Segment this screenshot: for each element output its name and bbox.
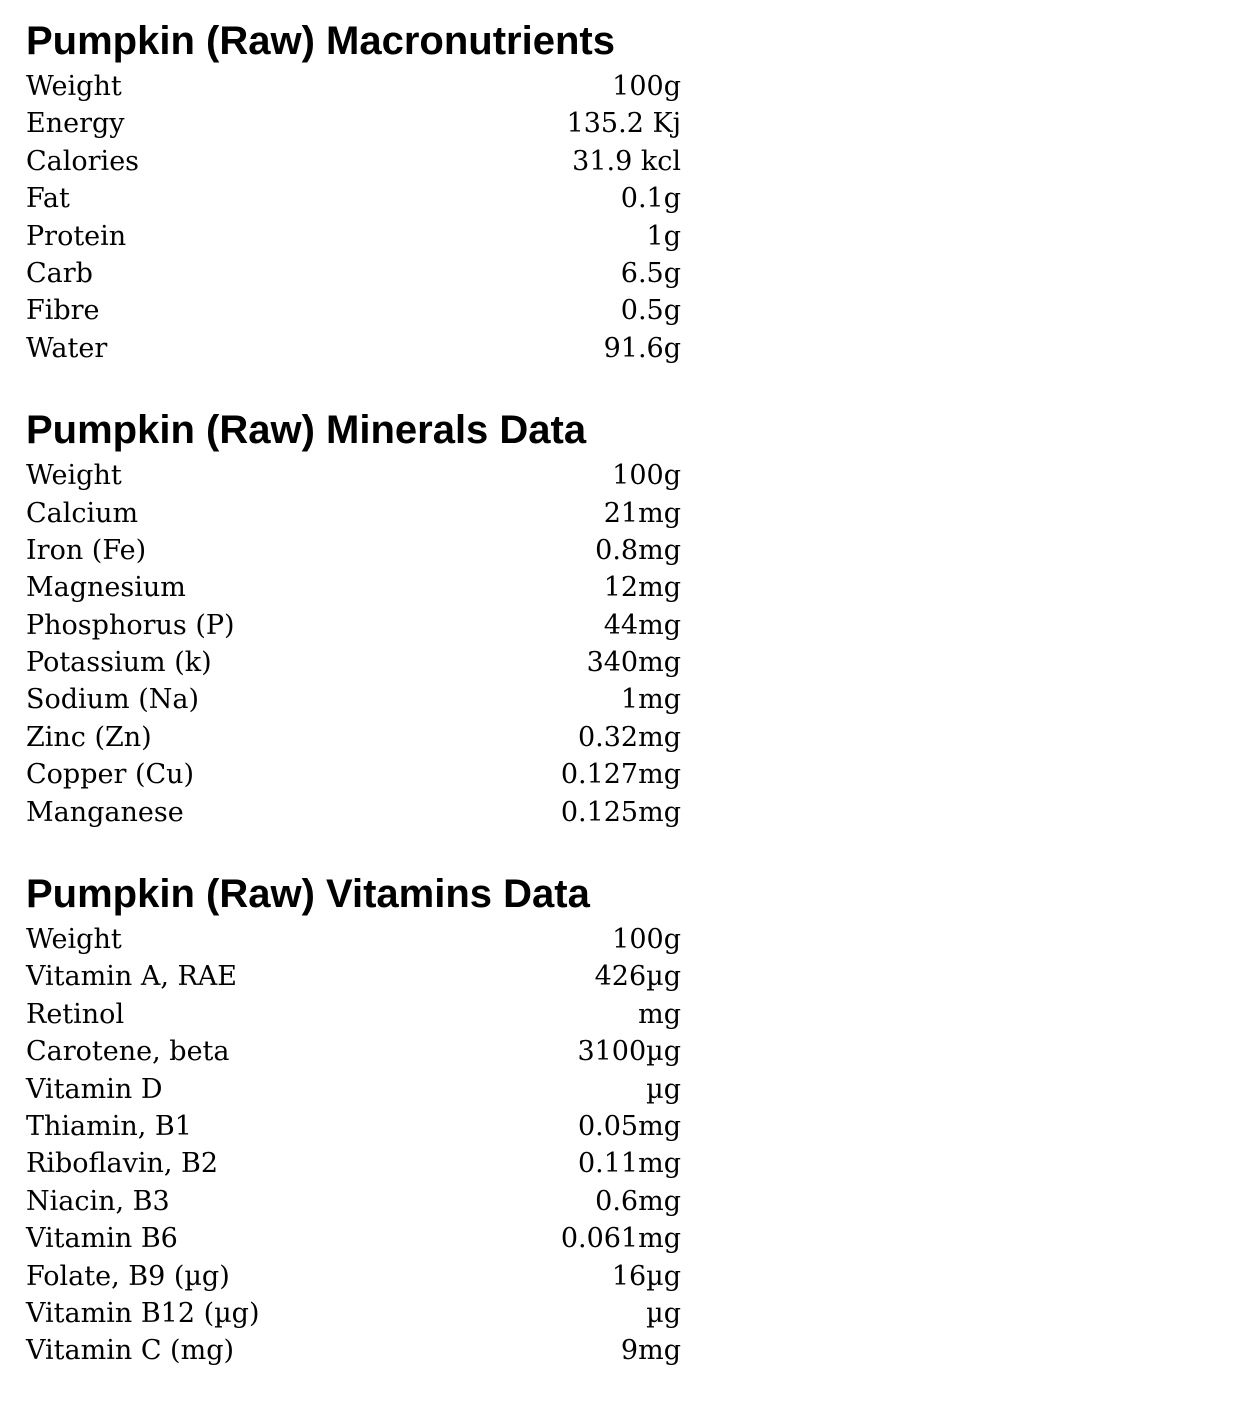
nutrient-value: 9mg <box>620 1335 681 1367</box>
nutrient-row <box>26 255 681 292</box>
nutrient-row <box>26 719 681 756</box>
nutrient-value: µg <box>646 1297 681 1329</box>
nutrient-label: Magnesium <box>26 572 186 604</box>
nutrient-label: Vitamin B6 <box>26 1223 178 1255</box>
nutrient-row <box>26 1332 681 1369</box>
nutrient-label: Sodium (Na) <box>26 684 200 716</box>
nutrient-row <box>26 1258 681 1295</box>
nutrient-label: Copper (Cu) <box>26 759 195 791</box>
nutrient-value: 0.6mg <box>595 1185 681 1217</box>
nutrient-value: 135.2 Kj <box>566 108 681 140</box>
nutrient-label: Calories <box>26 145 140 177</box>
nutrient-row <box>26 996 681 1033</box>
nutrient-label: Fat <box>26 183 70 215</box>
nutrient-row <box>26 532 681 569</box>
section-title: Pumpkin (Raw) Minerals Data <box>26 408 587 453</box>
nutrient-value: 100g <box>612 460 681 492</box>
nutrient-row <box>26 495 681 532</box>
minerals-list <box>26 457 681 831</box>
nutrient-value: 0.5g <box>620 295 681 327</box>
nutrient-label: Vitamin B12 (µg) <box>26 1297 260 1329</box>
nutrient-label: Weight <box>26 460 122 492</box>
nutrient-label: Weight <box>26 71 122 102</box>
minerals-section <box>26 405 681 831</box>
nutrient-value: 31.9 kcl <box>572 145 681 177</box>
nutrient-label: Phosphorus (P) <box>26 609 235 641</box>
nutrient-value: 12mg <box>603 572 681 604</box>
nutrient-label: Carb <box>26 257 93 289</box>
nutrient-row <box>26 180 681 217</box>
nutrient-label: Niacin, B3 <box>26 1185 170 1217</box>
nutrient-label: Protein <box>26 220 127 252</box>
nutrient-row <box>26 569 681 606</box>
nutrient-value: 21mg <box>603 497 681 529</box>
nutrient-label: Folate, B9 (µg) <box>26 1260 230 1292</box>
nutrient-value: 91.6g <box>603 332 681 364</box>
nutrient-row <box>26 1183 681 1220</box>
nutrient-row <box>26 68 681 105</box>
nutrient-value: 44mg <box>603 609 681 641</box>
nutrient-row <box>26 105 681 142</box>
nutrient-row <box>26 756 681 793</box>
nutrient-value: µg <box>646 1073 681 1105</box>
vitamins-list <box>26 921 681 1370</box>
nutrient-value: 0.1g <box>620 183 681 215</box>
nutrient-label: Potassium (k) <box>26 647 212 679</box>
nutrition-document <box>26 16 681 1370</box>
nutrient-value: 0.32mg <box>577 721 681 753</box>
nutrient-row <box>26 1071 681 1108</box>
nutrient-value: 1mg <box>620 684 681 716</box>
nutrient-row <box>26 1295 681 1332</box>
nutrient-value: 1g <box>646 220 681 252</box>
nutrient-row <box>26 292 681 329</box>
nutrient-value: 0.127mg <box>560 759 681 791</box>
nutrient-row <box>26 958 681 995</box>
section-title: Pumpkin (Raw) Vitamins Data <box>26 872 590 917</box>
nutrient-label: Vitamin A, RAE <box>26 961 238 993</box>
nutrient-label: Vitamin D <box>26 1073 163 1105</box>
nutrient-row <box>26 1108 681 1145</box>
nutrient-label: Carotene, beta <box>26 1036 230 1068</box>
nutrient-value: 426µg <box>594 961 681 993</box>
nutrient-value: 100g <box>612 924 681 956</box>
nutrient-row <box>26 330 681 367</box>
nutrient-label: Weight <box>26 924 122 956</box>
nutrient-value: 6.5g <box>620 257 681 289</box>
nutrient-row <box>26 457 681 494</box>
macronutrients-list <box>26 68 681 367</box>
nutrient-label: Energy <box>26 108 125 140</box>
nutrient-label: Manganese <box>26 796 184 828</box>
nutrient-value: 0.125mg <box>560 796 681 828</box>
nutrient-row <box>26 218 681 255</box>
nutrient-value: 0.061mg <box>560 1223 681 1255</box>
nutrient-label: Vitamin C (mg) <box>26 1335 235 1367</box>
nutrient-label: Iron (Fe) <box>26 534 147 566</box>
nutrient-value: 3100µg <box>577 1036 681 1068</box>
nutrient-label: Water <box>26 332 108 364</box>
nutrient-row <box>26 644 681 681</box>
nutrient-value: 0.11mg <box>577 1148 681 1180</box>
nutrient-value: mg <box>638 998 681 1030</box>
nutrient-label: Riboflavin, B2 <box>26 1148 219 1180</box>
nutrient-label: Zinc (Zn) <box>26 721 152 753</box>
vitamins-section <box>26 869 681 1370</box>
nutrient-row <box>26 1145 681 1182</box>
nutrient-row <box>26 681 681 718</box>
nutrient-value: 0.05mg <box>577 1110 681 1142</box>
nutrient-row <box>26 143 681 180</box>
nutrient-row <box>26 1033 681 1070</box>
nutrient-label: Thiamin, B1 <box>26 1110 192 1142</box>
nutrient-label: Fibre <box>26 295 100 327</box>
nutrient-row <box>26 607 681 644</box>
nutrient-label: Calcium <box>26 497 139 529</box>
nutrient-row <box>26 921 681 958</box>
section-title: Pumpkin (Raw) Macronutrients <box>26 19 615 63</box>
nutrient-row <box>26 1220 681 1257</box>
nutrient-value: 16µg <box>611 1260 681 1292</box>
nutrient-row <box>26 794 681 831</box>
nutrient-label: Retinol <box>26 998 125 1030</box>
macronutrients-section <box>26 16 681 367</box>
nutrient-value: 0.8mg <box>595 534 681 566</box>
nutrient-value: 340mg <box>586 647 681 679</box>
nutrient-value: 100g <box>612 71 681 102</box>
